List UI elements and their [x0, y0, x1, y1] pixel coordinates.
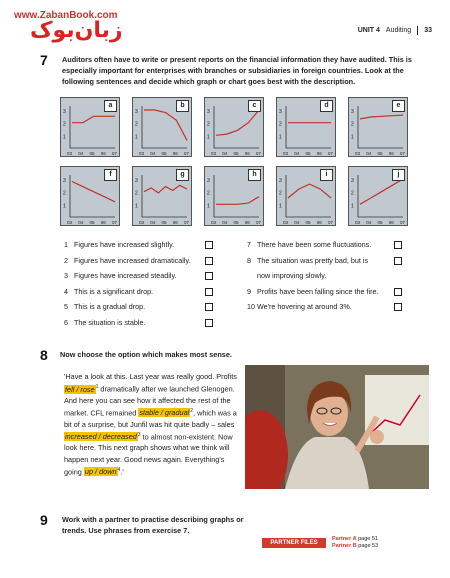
x-tick-label: 06: [316, 151, 322, 156]
watermark-text: www.ZabanBook.com: [14, 10, 118, 21]
graph-axes: [142, 175, 187, 217]
partner-b-label: Partner B: [332, 543, 357, 549]
header-divider: [417, 26, 418, 35]
x-tick-label: 07: [400, 151, 406, 156]
sentence-left-item: [64, 240, 174, 249]
text-part: to almost non-existent. Now look here. This next graph shows what we think will happen next year. Good news again. Everything's going: [64, 432, 233, 477]
graph-label: i: [320, 169, 333, 181]
y-tick-label: 1: [351, 134, 354, 141]
y-tick-label: 2: [351, 190, 354, 197]
graph-e: [348, 97, 408, 157]
y-tick-label: 2: [63, 190, 66, 197]
partner-b-ref[interactable]: [332, 543, 378, 550]
y-tick-label: 2: [207, 121, 210, 128]
x-tick-label: 04: [78, 151, 84, 156]
y-tick-label: 2: [351, 121, 354, 128]
graph-g: [132, 166, 192, 226]
exercise-8-number: 8: [40, 347, 48, 363]
y-tick-label: 1: [351, 203, 354, 210]
answer-box[interactable]: [394, 303, 402, 311]
x-tick-label: 04: [78, 220, 84, 225]
graph-line: [288, 184, 331, 198]
graph-axes: [358, 106, 403, 148]
item-text: Figures have increased slightly.: [74, 240, 175, 249]
x-tick-label: 05: [233, 220, 239, 225]
x-tick-label: 06: [388, 220, 394, 225]
item-number: 1: [64, 240, 68, 249]
sentence-right-item: [247, 256, 368, 265]
sentence-left-item: [64, 302, 145, 311]
y-tick-label: 3: [207, 178, 210, 184]
partner-a-ref[interactable]: [332, 536, 378, 543]
answer-box[interactable]: [205, 288, 213, 296]
x-tick-label: 07: [256, 151, 262, 156]
x-tick-label: 06: [316, 220, 322, 225]
y-tick-label: 3: [207, 109, 210, 115]
y-tick-label: 1: [279, 203, 282, 210]
x-tick-label: 05: [233, 151, 239, 156]
y-tick-label: 3: [279, 178, 282, 184]
x-tick-label: 05: [377, 220, 383, 225]
partner-files-refs: [332, 536, 378, 550]
x-tick-label: 03: [211, 220, 217, 225]
footnote-3: 3: [137, 431, 141, 438]
item-number: 2: [64, 255, 68, 265]
graph-axes: [286, 106, 331, 148]
x-tick-label: 07: [328, 151, 334, 156]
y-tick-label: 1: [135, 203, 138, 210]
graph-axes: [286, 175, 331, 217]
unit-label: UNIT 4: [357, 27, 380, 34]
graph-h: [204, 166, 264, 226]
graph-label: e: [392, 100, 405, 112]
x-tick-label: 04: [294, 151, 300, 156]
sentence-right-item: [247, 302, 352, 311]
y-tick-label: 3: [135, 109, 138, 115]
page-header: [358, 26, 432, 35]
answer-box[interactable]: [205, 272, 213, 280]
page-number: 33: [424, 27, 432, 34]
x-tick-label: 07: [328, 220, 334, 225]
graph-i: [276, 166, 336, 226]
x-tick-label: 07: [184, 151, 190, 156]
text-part: .': [120, 467, 124, 477]
x-tick-label: 05: [161, 220, 167, 225]
y-tick-label: 2: [207, 190, 210, 197]
graph-axes: [70, 106, 115, 148]
x-tick-label: 07: [184, 220, 190, 225]
graph-line: [144, 110, 187, 140]
sentence-left-item: [64, 318, 146, 327]
partner-a-label: Partner A: [332, 536, 357, 542]
graph-label: h: [248, 169, 261, 181]
item-number: [247, 271, 257, 280]
x-tick-label: 04: [366, 220, 372, 225]
answer-box[interactable]: [394, 257, 402, 265]
y-tick-label: 3: [351, 109, 354, 115]
answer-box[interactable]: [205, 319, 213, 327]
site-logo: زبان‌بوک: [30, 18, 123, 43]
y-tick-label: 1: [63, 203, 66, 210]
graph-a: [60, 97, 120, 157]
y-tick-label: 2: [279, 190, 282, 197]
y-tick-label: 1: [63, 134, 66, 141]
x-tick-label: 07: [400, 220, 406, 225]
graph-label: f: [104, 169, 117, 181]
photo-illustration: [245, 365, 429, 489]
exercise-9-number: 9: [40, 512, 48, 528]
item-number: 10: [247, 302, 255, 311]
exercise-9-text: Work with a partner to practise describing graphs or trends. Use phrases from exercise 7.: [62, 515, 244, 535]
x-tick-label: 03: [283, 151, 289, 156]
option-3[interactable]: increased / decreased: [65, 432, 137, 442]
y-tick-label: 1: [135, 134, 138, 141]
y-tick-label: 3: [63, 109, 66, 115]
graph-line: [72, 182, 115, 202]
sentence-right-item: [247, 287, 378, 296]
section-label: Auditing: [385, 27, 412, 34]
item-number: 8: [247, 255, 251, 265]
y-tick-label: 1: [207, 203, 210, 210]
partner-files-button[interactable]: PARTNER FILES: [262, 538, 326, 548]
x-tick-label: 05: [161, 151, 167, 156]
exercise-7-number: 7: [40, 52, 48, 68]
x-tick-label: 06: [100, 220, 106, 225]
answer-box[interactable]: [205, 303, 213, 311]
item-number: 3: [64, 271, 68, 280]
graph-j: [348, 166, 408, 226]
item-number: 6: [64, 317, 68, 327]
x-tick-label: 04: [366, 151, 372, 156]
x-tick-label: 04: [222, 151, 228, 156]
y-tick-label: 1: [279, 134, 282, 141]
y-tick-label: 1: [207, 134, 210, 141]
item-text: now improving slowly.: [257, 271, 327, 280]
item-text: There have been some fluctuations.: [257, 240, 372, 249]
x-tick-label: 06: [100, 151, 106, 156]
sentence-left-item: [64, 271, 177, 280]
x-tick-label: 07: [256, 220, 262, 225]
x-tick-label: 05: [89, 151, 95, 156]
y-tick-label: 2: [135, 190, 138, 197]
graph-line: [72, 116, 115, 122]
x-tick-label: 06: [172, 220, 178, 225]
footnote-2: 2: [190, 408, 194, 415]
exercise-7-instructions: Auditors often have to write or present reports on the financial information they have audited. This is especially important for enterprises with branches or subsidiaries in foreign countries. Look at the following sentences and decide which graph or chart goes best with the description.: [62, 55, 412, 86]
item-text: Figures have increased steadily.: [74, 271, 177, 280]
y-tick-label: 3: [351, 178, 354, 184]
item-number: 9: [247, 286, 251, 296]
graph-label: c: [248, 100, 261, 112]
graph-line: [216, 197, 259, 205]
answer-box[interactable]: [205, 257, 213, 265]
y-tick-label: 2: [63, 121, 66, 128]
text-part: , which was a bit of a surprise, but Junfil was hit quite badly – sales: [64, 408, 237, 429]
item-text: The situation is stable.: [74, 317, 146, 327]
item-number: 7: [247, 240, 251, 249]
option-4[interactable]: up / down: [84, 467, 117, 477]
x-tick-label: 06: [244, 151, 250, 156]
x-tick-label: 04: [222, 220, 228, 225]
graph-label: g: [176, 169, 189, 181]
sentence-left-item: [64, 287, 153, 296]
item-number: 5: [64, 302, 68, 311]
x-tick-label: 04: [150, 220, 156, 225]
item-text: The situation was pretty bad, but is: [257, 255, 369, 265]
y-tick-label: 3: [63, 178, 66, 184]
partner-b-page: page 53: [358, 543, 379, 549]
x-tick-label: 04: [294, 220, 300, 225]
graph-label: b: [176, 100, 189, 112]
x-tick-label: 05: [377, 151, 383, 156]
graph-axes: [70, 175, 115, 217]
option-1[interactable]: fell / rose: [65, 384, 95, 394]
item-text: This is a significant drop.: [74, 286, 154, 296]
y-tick-label: 3: [135, 178, 138, 184]
x-tick-label: 03: [355, 220, 361, 225]
graph-f: [60, 166, 120, 226]
partner-a-page: page 51: [358, 536, 378, 542]
x-tick-label: 05: [305, 220, 311, 225]
presenter-photo: [245, 365, 429, 489]
graph-line: [360, 115, 403, 119]
graph-axes: [214, 106, 259, 148]
x-tick-label: 05: [89, 220, 95, 225]
x-tick-label: 04: [150, 151, 156, 156]
y-tick-label: 2: [279, 121, 282, 128]
item-text: Profits have been falling since the fire.: [257, 286, 379, 296]
y-tick-label: 2: [135, 121, 138, 128]
x-tick-label: 07: [112, 220, 118, 225]
text-part: 'Have a look at this. Last year was really good. Profits: [64, 372, 237, 381]
x-tick-label: 07: [112, 151, 118, 156]
x-tick-label: 03: [67, 151, 73, 156]
x-tick-label: 03: [67, 220, 73, 225]
text-part: dramatically after we launched Glenogen. And here you can see how it affected the rest of the market. CFL remained: [64, 384, 235, 418]
graph-axes: [358, 175, 403, 217]
exercise-8-instruction: Now choose the option which makes most sense.: [60, 350, 232, 359]
item-text: Figures have increased dramatically.: [74, 255, 191, 265]
graph-label: d: [320, 100, 333, 112]
graph-label: a: [104, 100, 117, 112]
x-tick-label: 03: [355, 151, 361, 156]
answer-box[interactable]: [205, 241, 213, 249]
answer-box[interactable]: [394, 288, 402, 296]
graph-line: [216, 110, 259, 135]
graph-label: j: [392, 169, 405, 181]
item-text: We're hovering at around 3%.: [257, 302, 352, 311]
item-text: This is a gradual drop.: [74, 302, 146, 311]
item-number: 4: [64, 286, 68, 296]
x-tick-label: 06: [244, 220, 250, 225]
y-tick-label: 3: [279, 109, 282, 115]
footnote-4: 4: [117, 466, 121, 473]
x-tick-label: 03: [283, 220, 289, 225]
graph-line: [144, 185, 187, 193]
x-tick-label: 03: [211, 151, 217, 156]
graph-b: [132, 97, 192, 157]
x-tick-label: 06: [172, 151, 178, 156]
footnote-1: 1: [95, 384, 99, 391]
x-tick-label: 03: [139, 151, 145, 156]
answer-box[interactable]: [394, 241, 402, 249]
option-2[interactable]: stable / gradual: [139, 408, 190, 418]
x-tick-label: 03: [139, 220, 145, 225]
graph-d: [276, 97, 336, 157]
sentence-left-item: [64, 256, 191, 265]
x-tick-label: 06: [388, 151, 394, 156]
exercise-8-text: [64, 371, 239, 478]
x-tick-label: 05: [305, 151, 311, 156]
sentence-right-item: [247, 240, 371, 249]
graph-axes: [214, 175, 259, 217]
graph-line: [360, 179, 403, 204]
sentence-right-item: [247, 271, 326, 280]
graph-c: [204, 97, 264, 157]
